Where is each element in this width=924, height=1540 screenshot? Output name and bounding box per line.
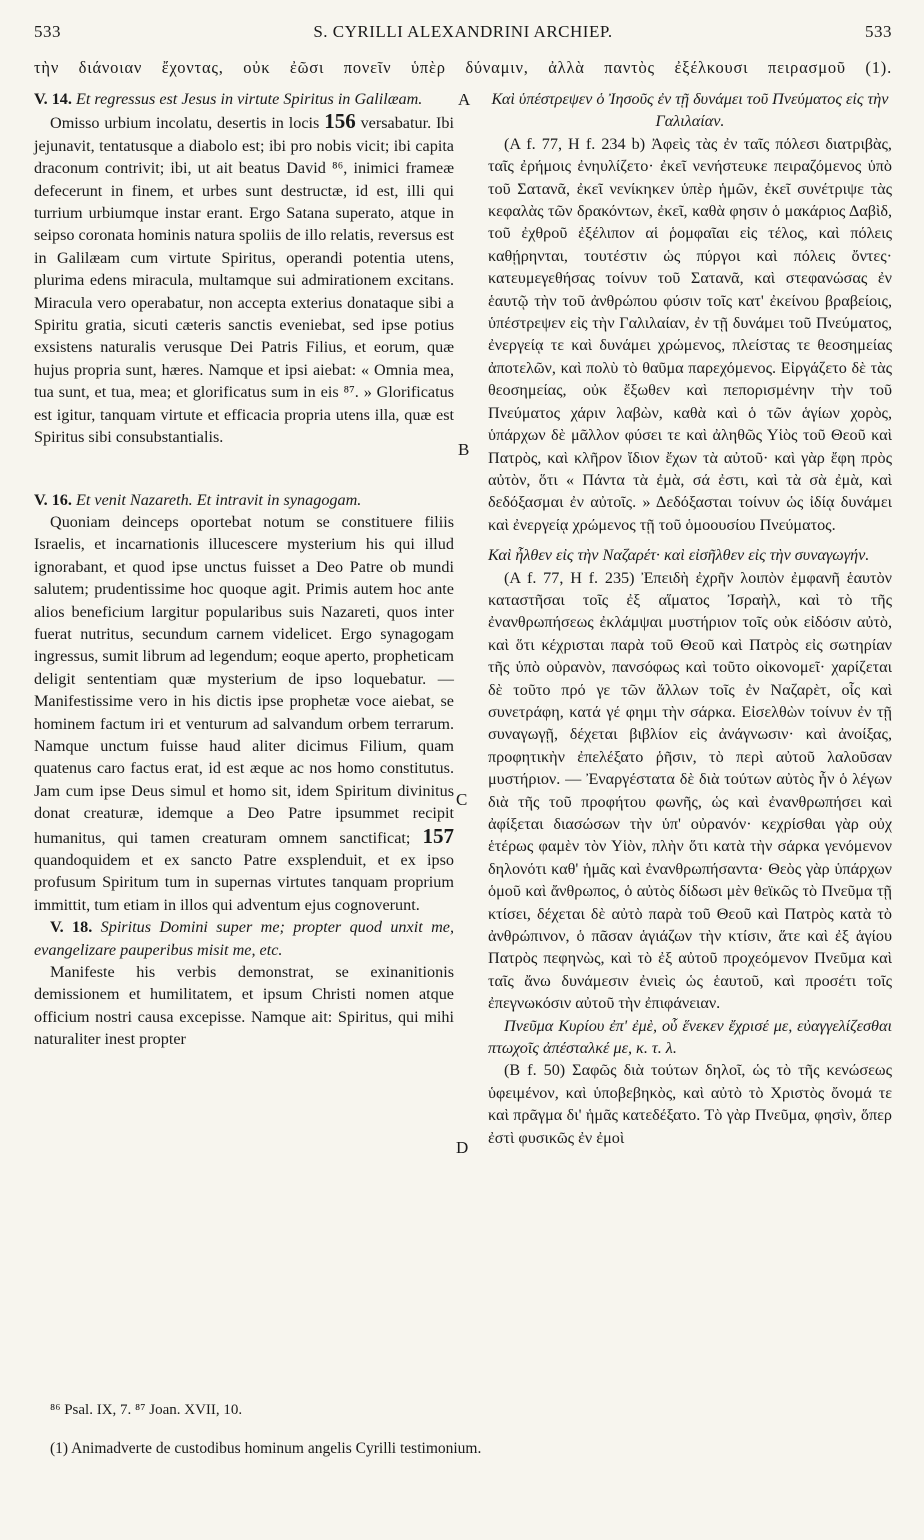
margin-letter-d: D [456, 1138, 469, 1157]
latin-text: Quoniam deinceps oportebat notum se constituere filiis Israelis, et incarnationis illucescere mysterium his qui illud ignorabant, et quod ipse unctus fuisset a Deo Patre ob mundi salutem; prudentissime hoc quoque agit. Primis autem hoc ante alios beneficium largitur popularibus suis Nazareti, quos inter fuerat nutritus, secundum carnem videlicet. Ergo synagogam ingressus, sumit librum ad legendum; eoque aperto, propheticam deligit sententiam quæ mysterium de ipso loquebatur. — Manifestissime vero in his dictis ipse prophetæ voce aiebat, se hominem factum iri et venturum ad salvandum orbem terrarum. Namque unctum fuisse haud aliter dicimus Filium, quam quatenus caro factus erat, id est æque ac nos homo constitutus. Jam cum ipse Deus simul et homo sit, idem Spiritum divinitus donat creaturæ, idemque a Deo Patre ipsummet recipit humanitus, qui tamen creaturam omnem sanctificat; [34, 512, 454, 847]
verse-heading-18 [34, 916, 454, 961]
latin-paragraph: Manifeste his verbis demonstrat, se exinanitionis demissionem et humilitatem, et ipsum Christi nomen atque officium nostri causa excepisse. Namque ait: Spiritus, qui mihi naturaliter inest propter [34, 963, 454, 1049]
greek-verse-16: Καὶ ἦλθεν εἰς τὴν Ναζαρέτ· καὶ εἰσῆλθεν εἰς τὴν συναγωγήν. [488, 546, 870, 565]
greek-paragraph [488, 1059, 892, 1149]
margin-letter-b: B [458, 440, 470, 459]
carryover-greek-line: τὴν διάνοιαν ἔχοντας, οὐκ ἐῶσι πονεῖν ὑπὲρ δύναμιν, ἀλλὰ παντὸς ἐξέλκουσι πειρασμοῦ (1). [34, 58, 892, 77]
latin-text: Omisso urbium incolatu, desertis in locis [50, 114, 325, 133]
manuscript-ref: (A f. 77, H f. 234 b) [504, 134, 646, 153]
verse-ref: V. 16. [34, 490, 72, 509]
spacer [488, 536, 892, 544]
column-number: 156 [324, 109, 356, 134]
column-number: 157 [422, 823, 454, 848]
running-title: S. CYRILLI ALEXANDRINI ARCHIEP. [313, 22, 613, 41]
latin-text: versabatur. Ibi jejunavit, tentatusque a diabolo est; ibi pro nobis vicit; ibi capita draconum contrivit; ibi, ut ait beatus David ⁸⁶, inimici frameæ defecerunt in finem, et urbes sunt destructæ, id est, illi qui turrium urbiumque instar erant. Ergo Satana superato, atque in seipso coronata hominis natura spoliis de illo relatis, reversus est in Galilæam cum virtute Spiritus, operandi potentia utens, plurima edens miracula, multamque sui admirationem excitans. Miracula vero operabatur, non accepta exterius donataque sibi a Spiritu gratia, sicuti cæteris sanctis eveniebat, sed ipse potius exsistens naturalis verusque Dei Patris Filius, et eorum, quæ hujus propria sunt, hæres. Namque et ipsi aiebat: « Omnia mea, tua sunt, et tua, mea; et glorificatus sum in eis ⁸⁷. » Glorificatus est igitur, tanquam virtute et efficacia propria utens illa, quæ est Spiritus sibi consubstantialis. [34, 114, 454, 447]
margin-letter-c: C [456, 790, 468, 809]
verse-ref: V. 14. [34, 90, 72, 108]
footnote-refs: ⁸⁶ Psal. IX, 7. ⁸⁷ Joan. XVII, 10. [50, 1402, 243, 1418]
greek-text: Ἐπειδὴ ἐχρῆν λοιπὸν ἐμφανῆ ἑαυτὸν καταστῆσαι τοῖς ἐξ αἵματος Ἰσραὴλ, καὶ τὸ τῆς ἐνανθρωπήσεως ἐκλάμψαι μυστήριον τοῖς οὐκ εἰδόσιν αὐτὸ, καὶ ὅτι κέχρισται παρὰ τοῦ Θεοῦ καὶ Πατρὸς εἰς σωτηρίαν τῆς ὑπὸ οὐρανὸν, πανσόφως καὶ τοῦτο οἰκονομεῖ· χαρίζεται δὲ τοῦτο πρό γε τῶν ἄλλων τοῖς ἐν Ναζαρὲτ, οἷς καὶ συνετράφη, κατά γέ φημι τὴν σάρκα. Εἰσελθὼν τοίνυν ἐν τῇ συναγωγῇ, δέχεται βιβλίον εἰς ἀνάγνωσιν· καὶ ἀνοίξας, προφητικὴν ἐπελέξατο ῥῆσιν, τὸ περὶ αὐτοῦ λαλοῦσαν μυστήριον. — Ἐναργέστατα δὲ διὰ τούτων αὐτὸς ἦν ὁ λέγων διὰ τῆς τοῦ προφήτου φωνῆς, ὡς καὶ ἐνανθρωπήσει καὶ ἀφίξεται διασώσων τὴν ὑπ' οὐρανόν· κεχρίσθαι γὰρ οὐχ ἑτέρως φαμὲν τὸν Υἱὸν, πλὴν ὅτι κατὰ τὴν σάρκα γενόμενον δηλονότι καθ' ἡμᾶς καὶ ἐνανθρωπήσαντα· Θεὸς γὰρ ὑπάρχων ὁμοῦ καὶ ἄνθρωπος, ὁ αὐτὸς δίδωσι μὲν θεϊκῶς τὸ Πνεῦμα τῇ κτίσει, δέχεται δὲ αὐτὸ παρὰ τοῦ Θεοῦ καὶ Πατρὸς κατὰ τὸ ἀνθρώπινον, ὁ πᾶσαν ἁγιάζων τὴν κτίσιν, ἅτε καὶ ἐξ ἁγίου Πατρὸς πεφηνὼς, καὶ τὸ ἐξ αὐτοῦ προχεόμενον Πνεῦμα καὶ ταῖς ἄνω δυνάμεσιν ἐνιεὶς ὡς ἑαυτοῦ, καὶ προσέτι τοῖς ἐπεγνωκόσιν αὐτοῦ τὴν ἐπιφάνειαν. [488, 568, 892, 1013]
margin-letter-a: A [458, 90, 471, 109]
verse-ref: V. 18. [50, 918, 93, 937]
verse-heading-16 [34, 489, 454, 511]
latin-paragraph [34, 110, 454, 448]
manuscript-ref: (B f. 50) [504, 1061, 566, 1080]
latin-paragraph [34, 511, 454, 916]
latin-column [34, 88, 454, 1051]
latin-text: quandoquidem et ex sancto Patre exsplenduit, et ex ipso profusum Spiritum tum in supernas virtutes tanquam proprium immittit, tum etiam in illos qui adventum ejus cognoverunt. [34, 851, 454, 914]
greek-text: Ἀφεὶς τὰς ἐν ταῖς πόλεσι διατριβὰς, ταῖς ἐρήμοις ἐνηυλίζετο· ἐκεῖ νενήστευκε πειραζόμενος ὑπὸ τοῦ Σατανᾶ, ἐκεῖ νενίκηκεν ὑπὲρ ἡμῶν, ἐκεῖ συνέτριψε τὰς κεφαλὰς τῶν δρακόντων, ἐκεῖ, καθὰ φησιν ὁ μακάριος Δαβὶδ, τοῦ ἐχθροῦ ἐξέλιπον αἱ ῥομφαῖαι εἰς τέλος, καὶ πόλεις καθῄρηνται, τουτέστιν ὡς πύργοι καὶ πόλεις ὄντες· κατευμεγεθήσας τοίνυν τοῦ Σατανᾶ, καὶ στεφανώσας ἐν ἑαυτῷ τὴν τοῦ ἀνθρώπου φύσιν τοῖς κατ' ἐκείνου βραβείοις, ὑπέστρεψεν εἰς τὴν Γαλιλαίαν, ἐν τῇ δυνάμει τοῦ Πνεύματος, ἐνεργείᾳ τε καὶ δυνάμει χρώμενος, πλείστας τε θεοσημείας ἀποτελῶν, καὶ πολὺ τὸ θαῦμα παρεχόμενος. Εἰργάζετο δὲ τὰς θεοσημείας, οὐκ ἔξωθεν καὶ πεπορισμένην τὴν τοῦ Πνεύματος χάριν λαβὼν, καθὰ καὶ ὁ τῶν ἁγίων χορὸς, ὑπάρχων δὲ μᾶλλον φύσει τε καὶ ἀληθῶς Υἱὸς τοῦ Θεοῦ καὶ Πατρὸς, καὶ κλῆρον ἴδιον ἔχων τὰ αὐτοῦ· καὶ γὰρ ἔφη πρὸς αὐτὸν, ὅτι « Πάντα τὰ ἐμὰ, σά ἐστι, καὶ τὰ σὰ ἐμὰ, καὶ δεδόξασμαι ἐν αὐτοῖς. » Δεδόξασται τοίνυν ὡς ἰδίᾳ δυνάμει καὶ ἐνεργείᾳ χρώμενος τῇ τοῦ ὁμοουσίου Πνεύματος. [488, 134, 892, 534]
page-number-left: 533 [34, 22, 61, 41]
greek-column [488, 88, 892, 1149]
verse-text: Spiritus Domini super me; propter quod unxit me, evangelizare pauperibus misit me, etc. [34, 918, 454, 959]
page-number-right: 533 [865, 22, 892, 41]
greek-verse-18: Πνεῦμα Κυρίου ἐπ' ἐμὲ, οὗ ἕνεκεν ἔχρισέ με, εὐαγγελίζεσθαι πτωχοῖς ἀπέσταλκέ με, κ. τ. λ. [488, 1016, 892, 1058]
greek-paragraph [488, 567, 892, 1015]
verse-text: Et venit Nazareth. Et intravit in synagogam. [75, 490, 362, 509]
manuscript-ref: (A f. 77, H f. 235) [504, 568, 635, 587]
verse-heading-14 [34, 88, 454, 110]
running-header [34, 22, 892, 46]
greek-verse-14: Καὶ ὑπέστρεψεν ὁ Ἰησοῦς ἐν τῇ δυνάμει τοῦ Πνεύματος εἰς τὴν Γαλιλαίαν. [491, 90, 889, 131]
greek-text: Σαφῶς διὰ τούτων δηλοῖ, ὡς τὸ τῆς κενώσεως ὑφειμένον, καὶ ὑποβεβηκὸς, καὶ αὐτὸ τὸ Χριστὸς ὄνομά τε καὶ πρᾶγμα δι' ἡμᾶς κατεδέξατο. Τὸ γὰρ Πνεῦμα, φησὶν, ὅπερ ἐστὶ φυσικῶς ἐν ἐμοὶ [488, 1061, 892, 1147]
editor-footnote: (1) Animadverte de custodibus hominum angelis Cyrilli testimonium. [50, 1440, 482, 1457]
greek-paragraph [488, 133, 892, 536]
spacer [34, 449, 454, 489]
verse-text: Et regressus est Jesus in virtute Spiritus in Galilæam. [75, 90, 423, 108]
